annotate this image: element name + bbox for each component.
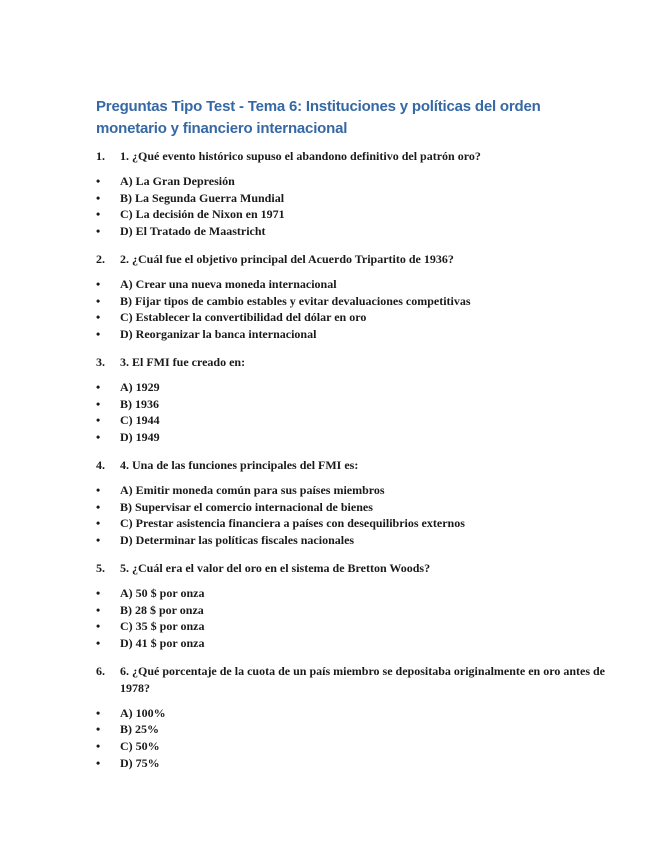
- answer-option-text: D) 1949: [120, 430, 160, 445]
- answer-option-text: A) 50 $ por onza: [120, 585, 205, 600]
- bullet-icon: •: [96, 482, 101, 497]
- question-number: 3.: [96, 354, 105, 369]
- answer-option-text: C) 50%: [120, 739, 160, 754]
- answer-option: [96, 635, 615, 652]
- answer-option-text: B) Supervisar el comercio internacional de bienes: [120, 499, 373, 514]
- answer-option: [96, 705, 615, 722]
- answer-option-text: C) La decisión de Nixon en 1971: [120, 207, 285, 222]
- question-text: 5. ¿Cuál era el valor del oro en el sistema de Bretton Woods?: [120, 560, 431, 575]
- answer-option: [96, 223, 615, 240]
- answer-option-list: [96, 276, 615, 343]
- bullet-icon: •: [96, 173, 101, 188]
- answer-option-text: A) Emitir moneda común para sus países miembros: [120, 482, 385, 497]
- answer-option: [96, 532, 615, 549]
- bullet-icon: •: [96, 739, 101, 754]
- question-list: [96, 148, 615, 772]
- answer-option-text: C) 1944: [120, 413, 160, 428]
- bullet-icon: •: [96, 310, 101, 325]
- bullet-icon: •: [96, 619, 101, 634]
- bullet-icon: •: [96, 190, 101, 205]
- answer-option: [96, 429, 615, 446]
- question-number: 5.: [96, 560, 105, 575]
- answer-option: [96, 206, 615, 223]
- question-number: 2.: [96, 251, 105, 266]
- answer-option: [96, 293, 615, 310]
- document-title: Preguntas Tipo Test - Tema 6: Instituciones y políticas del orden monetario y financiero internacional: [96, 98, 541, 137]
- answer-option-text: A) La Gran Depresión: [120, 173, 235, 188]
- answer-option-text: B) 28 $ por onza: [120, 602, 204, 617]
- question-row: [96, 457, 615, 474]
- bullet-icon: •: [96, 396, 101, 411]
- answer-option: [96, 309, 615, 326]
- question-number: 1.: [96, 149, 105, 163]
- answer-option-list: [96, 379, 615, 446]
- question-text: 6. ¿Qué porcentaje de la cuota de un país miembro se depositaba originalmente en oro antes de 1978?: [120, 663, 605, 695]
- answer-option-text: B) Fijar tipos de cambio estables y evitar devaluaciones competitivas: [120, 293, 471, 308]
- answer-option-text: A) 100%: [120, 705, 166, 720]
- answer-option: [96, 379, 615, 396]
- answer-option: [96, 190, 615, 207]
- bullet-icon: •: [96, 585, 101, 600]
- answer-option: [96, 499, 615, 516]
- bullet-icon: •: [96, 224, 101, 239]
- bullet-icon: •: [96, 533, 101, 548]
- answer-option: [96, 326, 615, 343]
- question-text: 2. ¿Cuál fue el objetivo principal del Acuerdo Tripartito de 1936?: [120, 251, 454, 266]
- question-block: [96, 251, 615, 343]
- bullet-icon: •: [96, 379, 101, 394]
- bullet-icon: •: [96, 327, 101, 342]
- answer-option: [96, 515, 615, 532]
- answer-option-text: D) Determinar las políticas fiscales nacionales: [120, 533, 355, 548]
- answer-option: [96, 618, 615, 635]
- answer-option-list: [96, 173, 615, 240]
- question-number: 4.: [96, 457, 105, 472]
- question-block: [96, 663, 615, 772]
- answer-option: [96, 482, 615, 499]
- answer-option: [96, 738, 615, 755]
- answer-option: [96, 412, 615, 429]
- answer-option-text: D) El Tratado de Maastricht: [120, 224, 266, 239]
- answer-option-list: [96, 482, 615, 549]
- answer-option: [96, 173, 615, 190]
- bullet-icon: •: [96, 207, 101, 222]
- answer-option-text: D) 75%: [120, 755, 160, 770]
- bullet-icon: •: [96, 636, 101, 651]
- question-row: [96, 354, 615, 371]
- answer-option-text: C) Prestar asistencia financiera a países con desequilibrios externos: [120, 516, 465, 531]
- answer-option: [96, 585, 615, 602]
- answer-option-list: [96, 585, 615, 652]
- question-text: 4. Una de las funciones principales del FMI es:: [120, 457, 359, 472]
- question-text: 1. ¿Qué evento histórico supuso el abandono definitivo del patrón oro?: [120, 149, 481, 163]
- question-row: [96, 560, 615, 577]
- answer-option-text: B) 25%: [120, 722, 159, 737]
- question-row: [96, 148, 615, 165]
- answer-option: [96, 721, 615, 738]
- bullet-icon: •: [96, 516, 101, 531]
- bullet-icon: •: [96, 705, 101, 720]
- bullet-icon: •: [96, 293, 101, 308]
- bullet-icon: •: [96, 755, 101, 770]
- bullet-icon: •: [96, 499, 101, 514]
- question-row: [96, 663, 615, 697]
- question-block: [96, 560, 615, 652]
- answer-option-text: B) La Segunda Guerra Mundial: [120, 190, 285, 205]
- bullet-icon: •: [96, 602, 101, 617]
- bullet-icon: •: [96, 413, 101, 428]
- bullet-icon: •: [96, 276, 101, 291]
- question-block: [96, 354, 615, 446]
- answer-option-text: D) 41 $ por onza: [120, 636, 205, 651]
- question-text: 3. El FMI fue creado en:: [120, 354, 246, 369]
- answer-option-list: [96, 705, 615, 772]
- bullet-icon: •: [96, 430, 101, 445]
- answer-option: [96, 396, 615, 413]
- question-number: 6.: [96, 663, 105, 678]
- answer-option: [96, 276, 615, 293]
- answer-option-text: C) 35 $ por onza: [120, 619, 205, 634]
- answer-option: [96, 755, 615, 772]
- answer-option-text: B) 1936: [120, 396, 159, 411]
- answer-option-text: C) Establecer la convertibilidad del dólar en oro: [120, 310, 367, 325]
- answer-option-text: A) 1929: [120, 379, 160, 394]
- answer-option-text: D) Reorganizar la banca internacional: [120, 327, 317, 342]
- answer-option-text: A) Crear una nueva moneda internacional: [120, 276, 337, 291]
- question-block: [96, 457, 615, 549]
- question-row: [96, 251, 615, 268]
- question-block: [96, 148, 615, 240]
- answer-option: [96, 602, 615, 619]
- bullet-icon: •: [96, 722, 101, 737]
